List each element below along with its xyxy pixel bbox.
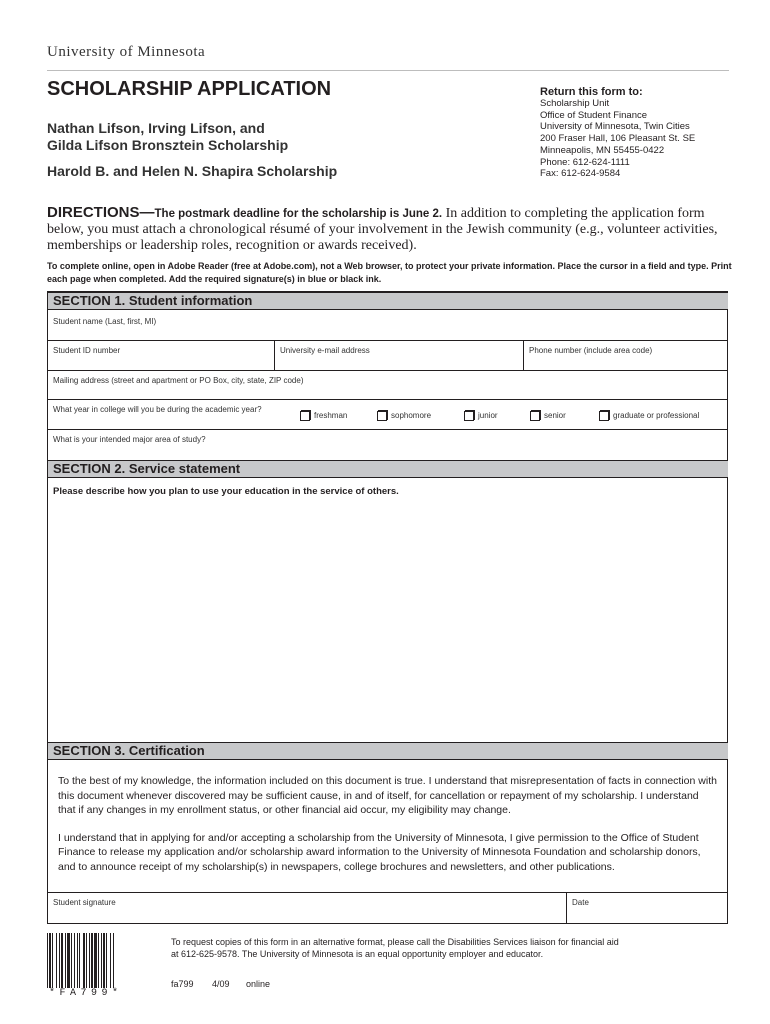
address-label: Mailing address (street and apartment or PO Box, city, state, ZIP code)	[53, 376, 304, 385]
email-label: University e-mail address	[280, 346, 370, 355]
phone-field[interactable]	[524, 341, 728, 370]
junior-label: junior	[478, 411, 498, 420]
signature-label: Student signature	[53, 898, 116, 907]
section2-header: SECTION 2. Service statement	[48, 460, 728, 478]
scholarship-line-2: Gilda Lifson Bronsztein Scholarship	[47, 137, 289, 153]
major-label: What is your intended major area of study?	[53, 435, 206, 444]
return-line: Fax: 612-624-9584	[540, 168, 621, 180]
form-code: fa799	[171, 979, 194, 989]
sophomore-checkbox[interactable]	[377, 411, 387, 421]
certification-paragraph-2: I understand that in applying for and/or accepting a scholarship from the University of Minnesota, I give permission to the Office of Student Finance to release my application and/or scholarship award information to the University of Minnesota Foundation and scholarship donors, and to announce receipt of my scholarship(s) in newspapers, college brochures and newsletters, and other publications.	[58, 831, 701, 873]
date-label: Date	[572, 898, 589, 907]
email-field[interactable]	[275, 341, 523, 370]
graduate-checkbox[interactable]	[599, 411, 609, 421]
directions-body: In addition to completing the application form below, you must attach a chronological résumé of your involvement in the Jewish community (e.g., volunteer activities, memberships or leadership roles, recognition or awards received).	[47, 206, 718, 253]
deadline-text: The postmark deadline for the scholarship is June 2.	[154, 208, 443, 220]
freshman-checkbox[interactable]	[300, 411, 310, 421]
student-name-field[interactable]	[48, 311, 728, 340]
service-prompt: Please describe how you plan to use your education in the service of others.	[53, 486, 399, 497]
form-version: online	[246, 979, 271, 989]
year-question-label: What year in college will you be during the academic year?	[53, 405, 262, 414]
certification-text	[58, 774, 718, 887]
student-id-label: Student ID number	[53, 346, 121, 355]
date-field[interactable]	[567, 893, 728, 923]
barcode-text: *FA799*	[49, 988, 123, 999]
graduate-label: graduate or professional	[613, 411, 700, 420]
return-line: Phone: 612-624-1111	[540, 156, 630, 168]
return-line: 200 Fraser Hall, 106 Pleasant St. SE	[540, 133, 696, 145]
form-title: SCHOLARSHIP APPLICATION	[47, 78, 332, 100]
return-address	[540, 98, 740, 180]
scholarship-line-1: Nathan Lifson, Irving Lifson, and	[47, 120, 265, 136]
return-line: Office of Student Finance	[540, 109, 648, 121]
sophomore-label: sophomore	[391, 411, 432, 420]
accessibility-note: To request copies of this form in an alternative format, please call the Disabilities Services liaison for financial aid at 612-625-9578. The University of Minnesota is an equal opportunity employer and educator.	[171, 937, 619, 959]
return-line: University of Minnesota, Twin Cities	[540, 121, 690, 133]
return-line: Scholarship Unit	[540, 98, 610, 109]
directions	[47, 205, 737, 254]
online-instructions: To complete online, open in Adobe Reader (free at Adobe.com), not a Web browser, to protect your private information. Place the cursor in a field and type. Print each page when completed. Add the required signature(s) in blue or black ink.	[47, 261, 732, 284]
section3-header: SECTION 3. Certification	[48, 742, 728, 760]
header-divider	[47, 70, 729, 71]
address-field[interactable]	[48, 371, 728, 399]
row-divider	[48, 399, 728, 400]
senior-checkbox[interactable]	[530, 411, 540, 421]
form-revision: 4/09	[212, 979, 230, 989]
directions-lead: DIRECTIONS—	[47, 204, 155, 221]
senior-label: senior	[544, 411, 566, 420]
scholarship-name-2: Harold B. and Helen N. Shapira Scholarship	[47, 163, 338, 179]
university-name: University of Minnesota	[47, 44, 206, 60]
return-heading: Return this form to:	[540, 86, 643, 98]
return-line: Minneapolis, MN 55455-0422	[540, 144, 665, 156]
section1-header: SECTION 1. Student information	[48, 292, 728, 310]
student-id-field[interactable]	[48, 341, 274, 370]
barcode-bar	[114, 933, 115, 988]
barcode	[47, 933, 159, 988]
freshman-label: freshman	[314, 411, 348, 420]
student-name-label: Student name (Last, first, MI)	[53, 317, 157, 326]
phone-label: Phone number (include area code)	[529, 346, 653, 355]
service-statement-field[interactable]	[48, 500, 728, 742]
certification-paragraph-1: To the best of my knowledge, the information included on this document is true. I understand that misrepresentation of facts in connection with this document whenever discovered may be sufficient cause, in and of itself, for cancellation or repayment of my scholarship. I understand that if any changes in my enrollment status, or other financial aid occur, my eligibility may change.	[58, 775, 717, 816]
scholarship-name-1	[47, 120, 347, 154]
major-field[interactable]	[48, 430, 728, 460]
junior-checkbox[interactable]	[464, 411, 474, 421]
signature-field[interactable]	[48, 893, 566, 923]
